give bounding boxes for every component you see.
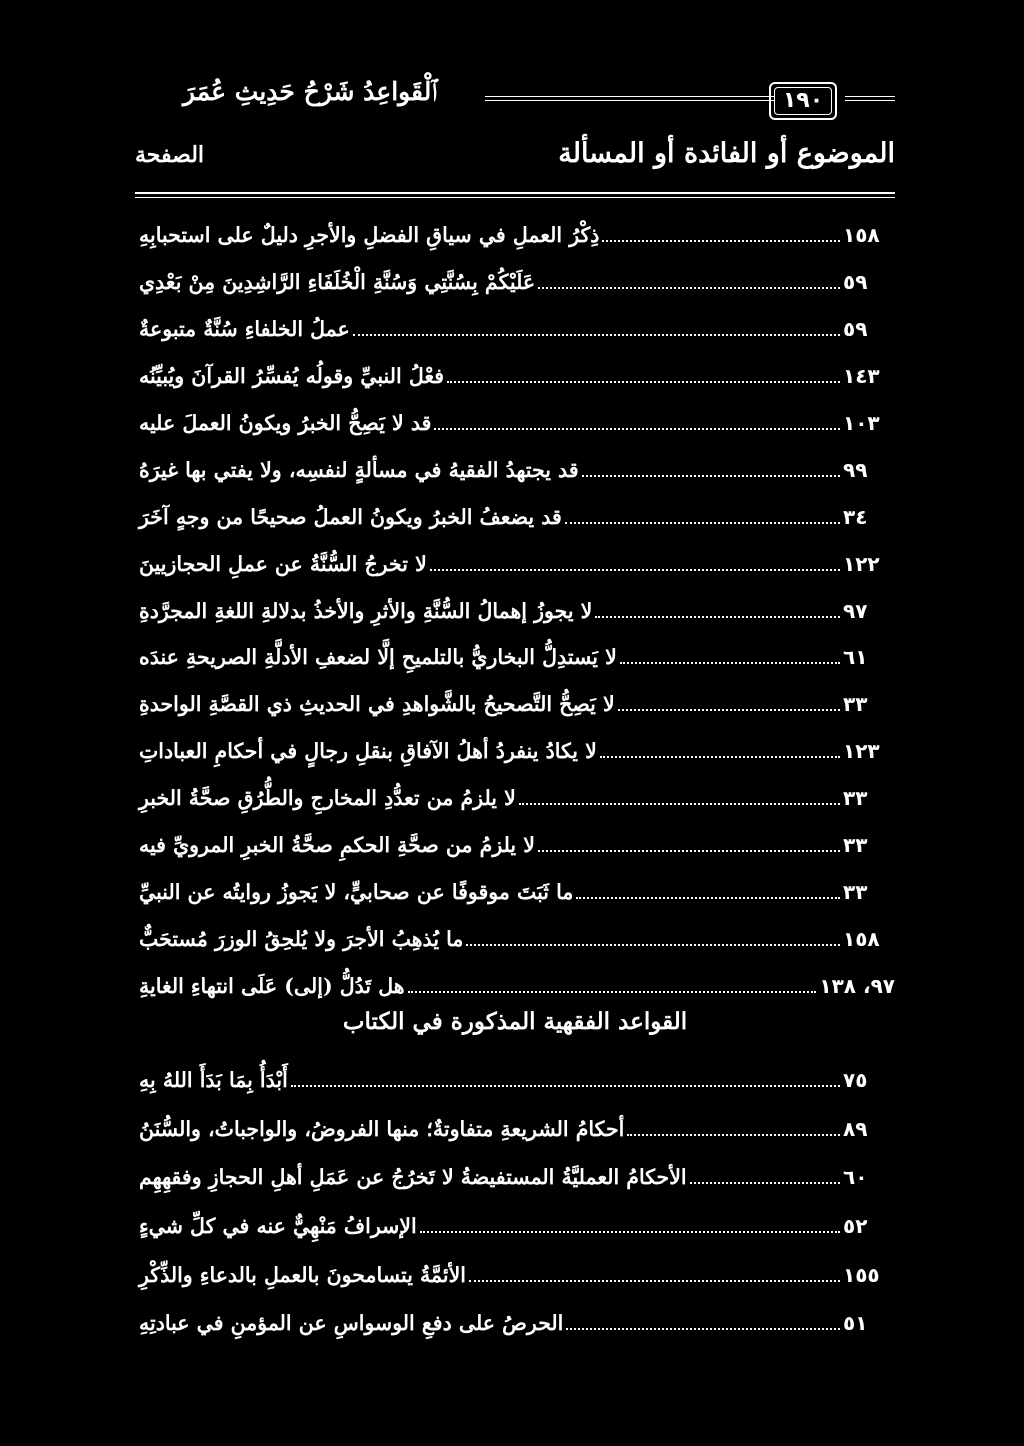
entry-topic: لا يجوزُ إهمالُ السُّنَّةِ والأثرِ والأخذُ بدلالةِ اللغةِ المجرَّدةِ [139, 598, 593, 623]
entry-page: ٥١ [843, 1311, 868, 1336]
leader-dots [434, 428, 840, 430]
leader-dots [618, 709, 840, 711]
entry-page: ٦٠ [843, 1165, 868, 1190]
entry-page: ١٢٣ [843, 739, 880, 764]
index-entry [135, 259, 895, 306]
entry-page: ٣٣ [843, 692, 868, 717]
book-title: ﭐﻟْﻘَﻮﺍﻋِﺪُ ﺷَﺮْﺡُ ﺣَﺪِﻳﺚِ ﻋُﻤَﺮَ [182, 77, 438, 106]
entry-page: ٩٧ [843, 598, 868, 623]
leader-dots [565, 522, 840, 524]
leader-dots [690, 1182, 840, 1184]
index-entry [135, 775, 895, 822]
entry-topic: أحكامُ الشريعةِ متفاوتةٌ؛ منها الفروضُ، والواجباتُ، والسُّنَنُ [139, 1116, 625, 1141]
index-entry [135, 822, 895, 869]
entry-page: ٩٩ [843, 457, 868, 482]
leader-dots [519, 803, 840, 805]
index-entry [135, 1250, 895, 1299]
index-entry [135, 1202, 895, 1251]
entry-topic: عملُ الخلفاءِ سُنَّةٌ متبوعةٌ [139, 317, 350, 342]
leader-dots [408, 991, 817, 993]
index-entry [135, 493, 895, 540]
page-column-label: الصفحة [135, 142, 205, 168]
entry-topic: لا تخرجُ السُّنَّةُ عن عملِ الحجازيينَ [139, 551, 427, 576]
entry-page: ١٥٨ [843, 223, 880, 248]
leader-dots [620, 662, 840, 664]
leader-dots [291, 1085, 840, 1087]
entry-page: ١٤٣ [843, 364, 880, 389]
index-entry [135, 1105, 895, 1154]
entry-page: ١٥٥ [843, 1262, 880, 1287]
entry-topic: ما يُذهِبُ الأجرَ ولا يُلحِقُ الوزرَ مُستحَبٌّ [139, 926, 464, 951]
topic-column-label: الموضوع أو الفائدة أو المسألة [558, 138, 895, 169]
entry-page: ٥٩ [843, 270, 868, 295]
entry-topic: لا يلزمُ من تعدُّدِ المخارجِ والطُّرُقِ صحَّةُ الخبرِ [139, 786, 516, 811]
index-entry [135, 306, 895, 353]
entry-topic: لا يلزمُ من صحَّةِ الحكمِ صحَّةُ الخبرِ المرويِّ فيه [139, 833, 535, 858]
entry-topic: عَلَيْكُمْ بِسُنَّتِي وَسُنَّةِ الْخُلَفَاءِ الرَّاشِدِينَ مِنْ بَعْدِي [139, 270, 536, 295]
entry-topic: لا يَصِحُّ التَّصحيحُ بالشَّواهدِ في الحديثِ ذي القصَّةِ الواحدةِ [139, 692, 615, 717]
entry-topic: أَبْدَأُ بِمَا بَدَأَ اللهُ بِهِ [139, 1068, 288, 1093]
index-entry [135, 1299, 895, 1348]
entry-topic: الأئمَّةُ يتسامحونَ بالعملِ بالدعاءِ والذِّكْرِ [139, 1262, 466, 1287]
entry-page: ٣٣ [843, 833, 868, 858]
entry-page: ٥٩ [843, 317, 868, 342]
header-rule-right [845, 96, 895, 106]
index-entry [135, 681, 895, 728]
leader-dots [447, 381, 840, 383]
header-rule [485, 96, 775, 106]
leader-dots [420, 1231, 840, 1233]
leader-dots [582, 475, 840, 477]
page-number: ١٩٠ [769, 82, 837, 120]
leader-dots [576, 897, 840, 899]
entry-topic: قد لا يَصِحُّ الخبرُ ويكونُ العملَ عليه [139, 411, 432, 435]
header-divider-thin [135, 197, 895, 198]
entry-page: ١٢٢ [843, 551, 880, 576]
index-entry [135, 587, 895, 634]
entry-page: ١٠٣ [843, 411, 880, 435]
rules-index-list [135, 1056, 895, 1348]
column-headers [135, 138, 895, 188]
leader-dots [430, 569, 840, 571]
index-entry [135, 1056, 895, 1105]
index-entry [135, 962, 895, 1009]
entry-page: ٩٧، ١٣٨ [819, 973, 895, 998]
leader-dots [566, 1328, 840, 1330]
entry-topic: ما ثَبَتَ موقوفًا عن صحابيٍّ، لا يَجوزُ روايتُه عن النبيِّ [139, 879, 574, 904]
leader-dots [353, 334, 840, 336]
entry-page: ٥٢ [843, 1214, 868, 1239]
index-entry [135, 868, 895, 915]
entry-topic: لا يَستدِلُّ البخاريُّ بالتلميحِ إلَّا لضعفِ الأدلَّةِ الصريحةِ عندَه [139, 645, 617, 670]
entry-topic: قد يضعفُ الخبرُ ويكونُ العملُ صحيحًا من وجهٍ آخَرَ [139, 504, 562, 529]
entry-topic: ذِكْرُ العملِ في سياقِ الفضلِ والأجرِ دليلٌ على استحبابِهِ [139, 223, 600, 248]
running-header [135, 72, 895, 122]
leader-dots [602, 240, 840, 242]
index-entry [135, 540, 895, 587]
leader-dots [627, 1134, 840, 1136]
entry-page: ٦١ [843, 645, 868, 670]
index-entry [135, 1153, 895, 1202]
entry-page: ٣٣ [843, 786, 868, 811]
leader-dots [469, 1280, 840, 1282]
leader-dots [538, 287, 840, 289]
index-entry [135, 212, 895, 259]
index-entry [135, 728, 895, 775]
leader-dots [600, 756, 840, 758]
entry-topic: الحرصُ على دفعِ الوسواسِ عن المؤمنِ في عبادتِهِ [139, 1311, 564, 1336]
entry-topic: لا يكادُ ينفردُ أهلُ الآفاقِ بنقلِ رجالٍ في أحكامِ العباداتِ [139, 739, 597, 764]
index-entry [135, 915, 895, 962]
entry-page: ٣٤ [843, 504, 868, 529]
entry-page: ٣٣ [843, 879, 868, 904]
leader-dots [595, 616, 840, 618]
entry-page: ٧٥ [843, 1068, 868, 1093]
index-entry [135, 353, 895, 400]
entry-topic: فعْلُ النبيِّ وقولُه يُفسِّرُ القرآنَ ويُبيِّنُه [139, 364, 445, 389]
entry-page: ٨٩ [843, 1116, 868, 1141]
entry-topic: الأحكامُ العمليَّةُ المستفيضةُ لا تَخرُجُ عن عَمَلِ أهلِ الحجازِ وفقهِهِم [139, 1165, 687, 1190]
index-list [135, 212, 895, 1009]
leader-dots [538, 850, 840, 852]
leader-dots [466, 944, 840, 946]
entry-page: ١٥٨ [843, 926, 880, 951]
index-entry [135, 634, 895, 681]
entry-topic: الإسرافُ مَنْهِيٌّ عنه في كلِّ شيءٍ [139, 1214, 417, 1239]
entry-topic: هل تَدُلُّ (إلى) عَلَى انتهاءِ الغايةِ [139, 973, 405, 998]
section-heading: القواعد الفقهية المذكورة في الكتاب [342, 1008, 688, 1035]
entry-topic: قد يجتهدُ الفقيهُ في مسألةٍ لنفسِه، ولا يفتي بها غيرَهُ [139, 457, 579, 482]
header-divider [135, 192, 895, 194]
index-entry [135, 446, 895, 493]
index-entry [135, 400, 895, 447]
